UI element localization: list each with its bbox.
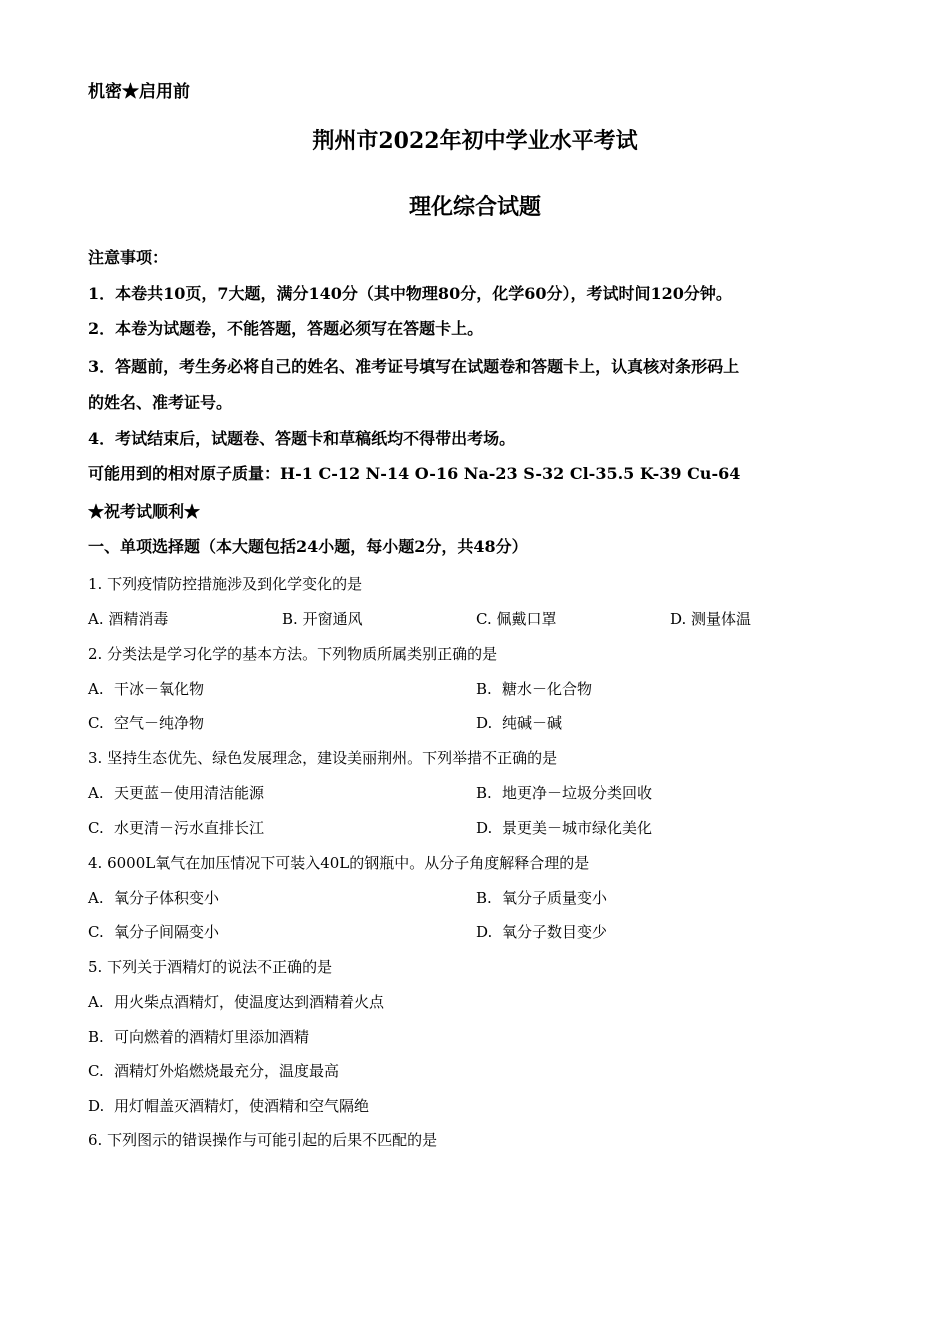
option-letter: D. <box>476 819 493 837</box>
note-item-4: 4．考试结束后，试题卷、答题卡和草稿纸均不得带出考场。 <box>88 429 516 448</box>
option-text: 酒精消毒 <box>108 610 169 628</box>
question-3-option-c <box>88 816 264 840</box>
option-letter: C. <box>88 819 104 837</box>
option-text: 开窗通风 <box>302 610 363 628</box>
question-3-stem: 3. 坚持生态优先、绿色发展理念，建设美丽荆州。下列举措不正确的是 <box>88 749 558 767</box>
note-item-2: 2．本卷为试题卷，不能答题，答题必须写在答题卡上。 <box>88 319 484 338</box>
question-4-stem: 4. 6000L氧气在加压情况下可装入40L的钢瓶中。从分子角度解释合理的是 <box>88 854 590 872</box>
option-letter: B. <box>476 680 492 698</box>
question-4-option-b <box>476 886 607 910</box>
option-text: 氧分子质量变小 <box>502 889 608 907</box>
option-text: 水更清－污水直排长江 <box>114 819 265 837</box>
option-letter: C. <box>88 923 104 941</box>
option-letter: A. <box>88 889 104 907</box>
option-letter: C. <box>476 610 492 628</box>
question-5-option-b <box>88 1025 309 1049</box>
question-3-option-a <box>88 781 264 805</box>
exam-title: 荆州市2022年初中学业水平考试 <box>312 128 638 154</box>
option-text: 佩戴口罩 <box>496 610 557 628</box>
option-letter: B. <box>282 610 298 628</box>
atomic-masses: 可能用到的相对原子质量：H-1 C-12 N-14 O-16 Na-23 S-32 Cl-35.5 K-39 Cu-64 <box>88 464 741 483</box>
question-1-option-c <box>476 607 557 631</box>
note-item-3: 3．答题前，考生务必将自己的姓名、准考证号填写在试题卷和答题卡上，认真核对条形码上 <box>88 357 740 376</box>
option-letter: D. <box>476 714 493 732</box>
question-5-stem: 5. 下列关于酒精灯的说法不正确的是 <box>88 958 333 976</box>
question-3-option-d <box>476 816 652 840</box>
note-item-3-continued: 的姓名、准考证号。 <box>88 393 233 412</box>
option-letter: C. <box>88 714 104 732</box>
option-letter: A. <box>88 680 104 698</box>
option-text: 天更蓝－使用清洁能源 <box>114 784 265 802</box>
question-3-option-b <box>476 781 652 805</box>
exam-subtitle: 理化综合试题 <box>408 194 541 220</box>
option-text: 纯碱－碱 <box>502 714 563 732</box>
option-text: 空气－纯净物 <box>114 714 205 732</box>
option-letter: A. <box>88 993 104 1011</box>
confidential-label: 机密★启用前 <box>88 82 190 102</box>
option-text: 用灯帽盖灭酒精灯，使酒精和空气隔绝 <box>114 1097 370 1115</box>
option-text: 地更净－垃圾分类回收 <box>502 784 653 802</box>
option-letter: A. <box>88 610 104 628</box>
option-text: 酒精灯外焰燃烧最充分，温度最高 <box>114 1062 340 1080</box>
option-letter: D. <box>476 923 493 941</box>
question-1-option-d <box>670 607 751 631</box>
question-5-option-d <box>88 1094 369 1118</box>
option-letter: C. <box>88 1062 104 1080</box>
option-text: 干冰－氧化物 <box>114 680 205 698</box>
question-2-option-d <box>476 711 562 735</box>
good-luck-line: ★祝考试顺利★ <box>88 502 201 521</box>
option-text: 氧分子间隔变小 <box>114 923 220 941</box>
question-2-option-c <box>88 711 204 735</box>
option-text: 测量体温 <box>691 610 752 628</box>
question-2-option-a <box>88 677 204 701</box>
option-letter: B. <box>476 889 492 907</box>
question-4-option-a <box>88 886 219 910</box>
question-5-option-a <box>88 990 384 1014</box>
question-2-option-b <box>476 677 592 701</box>
section-title: 一、单项选择题（本大题包括24小题，每小题2分，共48分） <box>88 537 528 556</box>
question-6-stem: 6. 下列图示的错误操作与可能引起的后果不匹配的是 <box>88 1131 438 1149</box>
option-letter: A. <box>88 784 104 802</box>
note-item-1: 1．本卷共10页，7大题，满分140分（其中物理80分，化学60分），考试时间120分钟。 <box>88 284 732 303</box>
question-4-option-c <box>88 920 219 944</box>
option-text: 氧分子体积变小 <box>114 889 220 907</box>
question-5-option-c <box>88 1059 339 1083</box>
question-4-option-d <box>476 920 607 944</box>
option-letter: D. <box>88 1097 105 1115</box>
option-letter: B. <box>88 1028 104 1046</box>
question-2-stem: 2. 分类法是学习化学的基本方法。下列物质所属类别正确的是 <box>88 645 498 663</box>
option-text: 可向燃着的酒精灯里添加酒精 <box>114 1028 310 1046</box>
question-1-option-a <box>88 607 168 631</box>
option-text: 糖水－化合物 <box>502 680 593 698</box>
option-letter: D. <box>670 610 687 628</box>
notes-heading: 注意事项： <box>88 248 169 267</box>
option-text: 景更美－城市绿化美化 <box>502 819 653 837</box>
option-text: 用火柴点酒精灯，使温度达到酒精着火点 <box>114 993 385 1011</box>
question-1-option-b <box>282 607 363 631</box>
question-1-stem: 1. 下列疫情防控措施涉及到化学变化的是 <box>88 575 363 593</box>
option-text: 氧分子数目变少 <box>502 923 608 941</box>
option-letter: B. <box>476 784 492 802</box>
